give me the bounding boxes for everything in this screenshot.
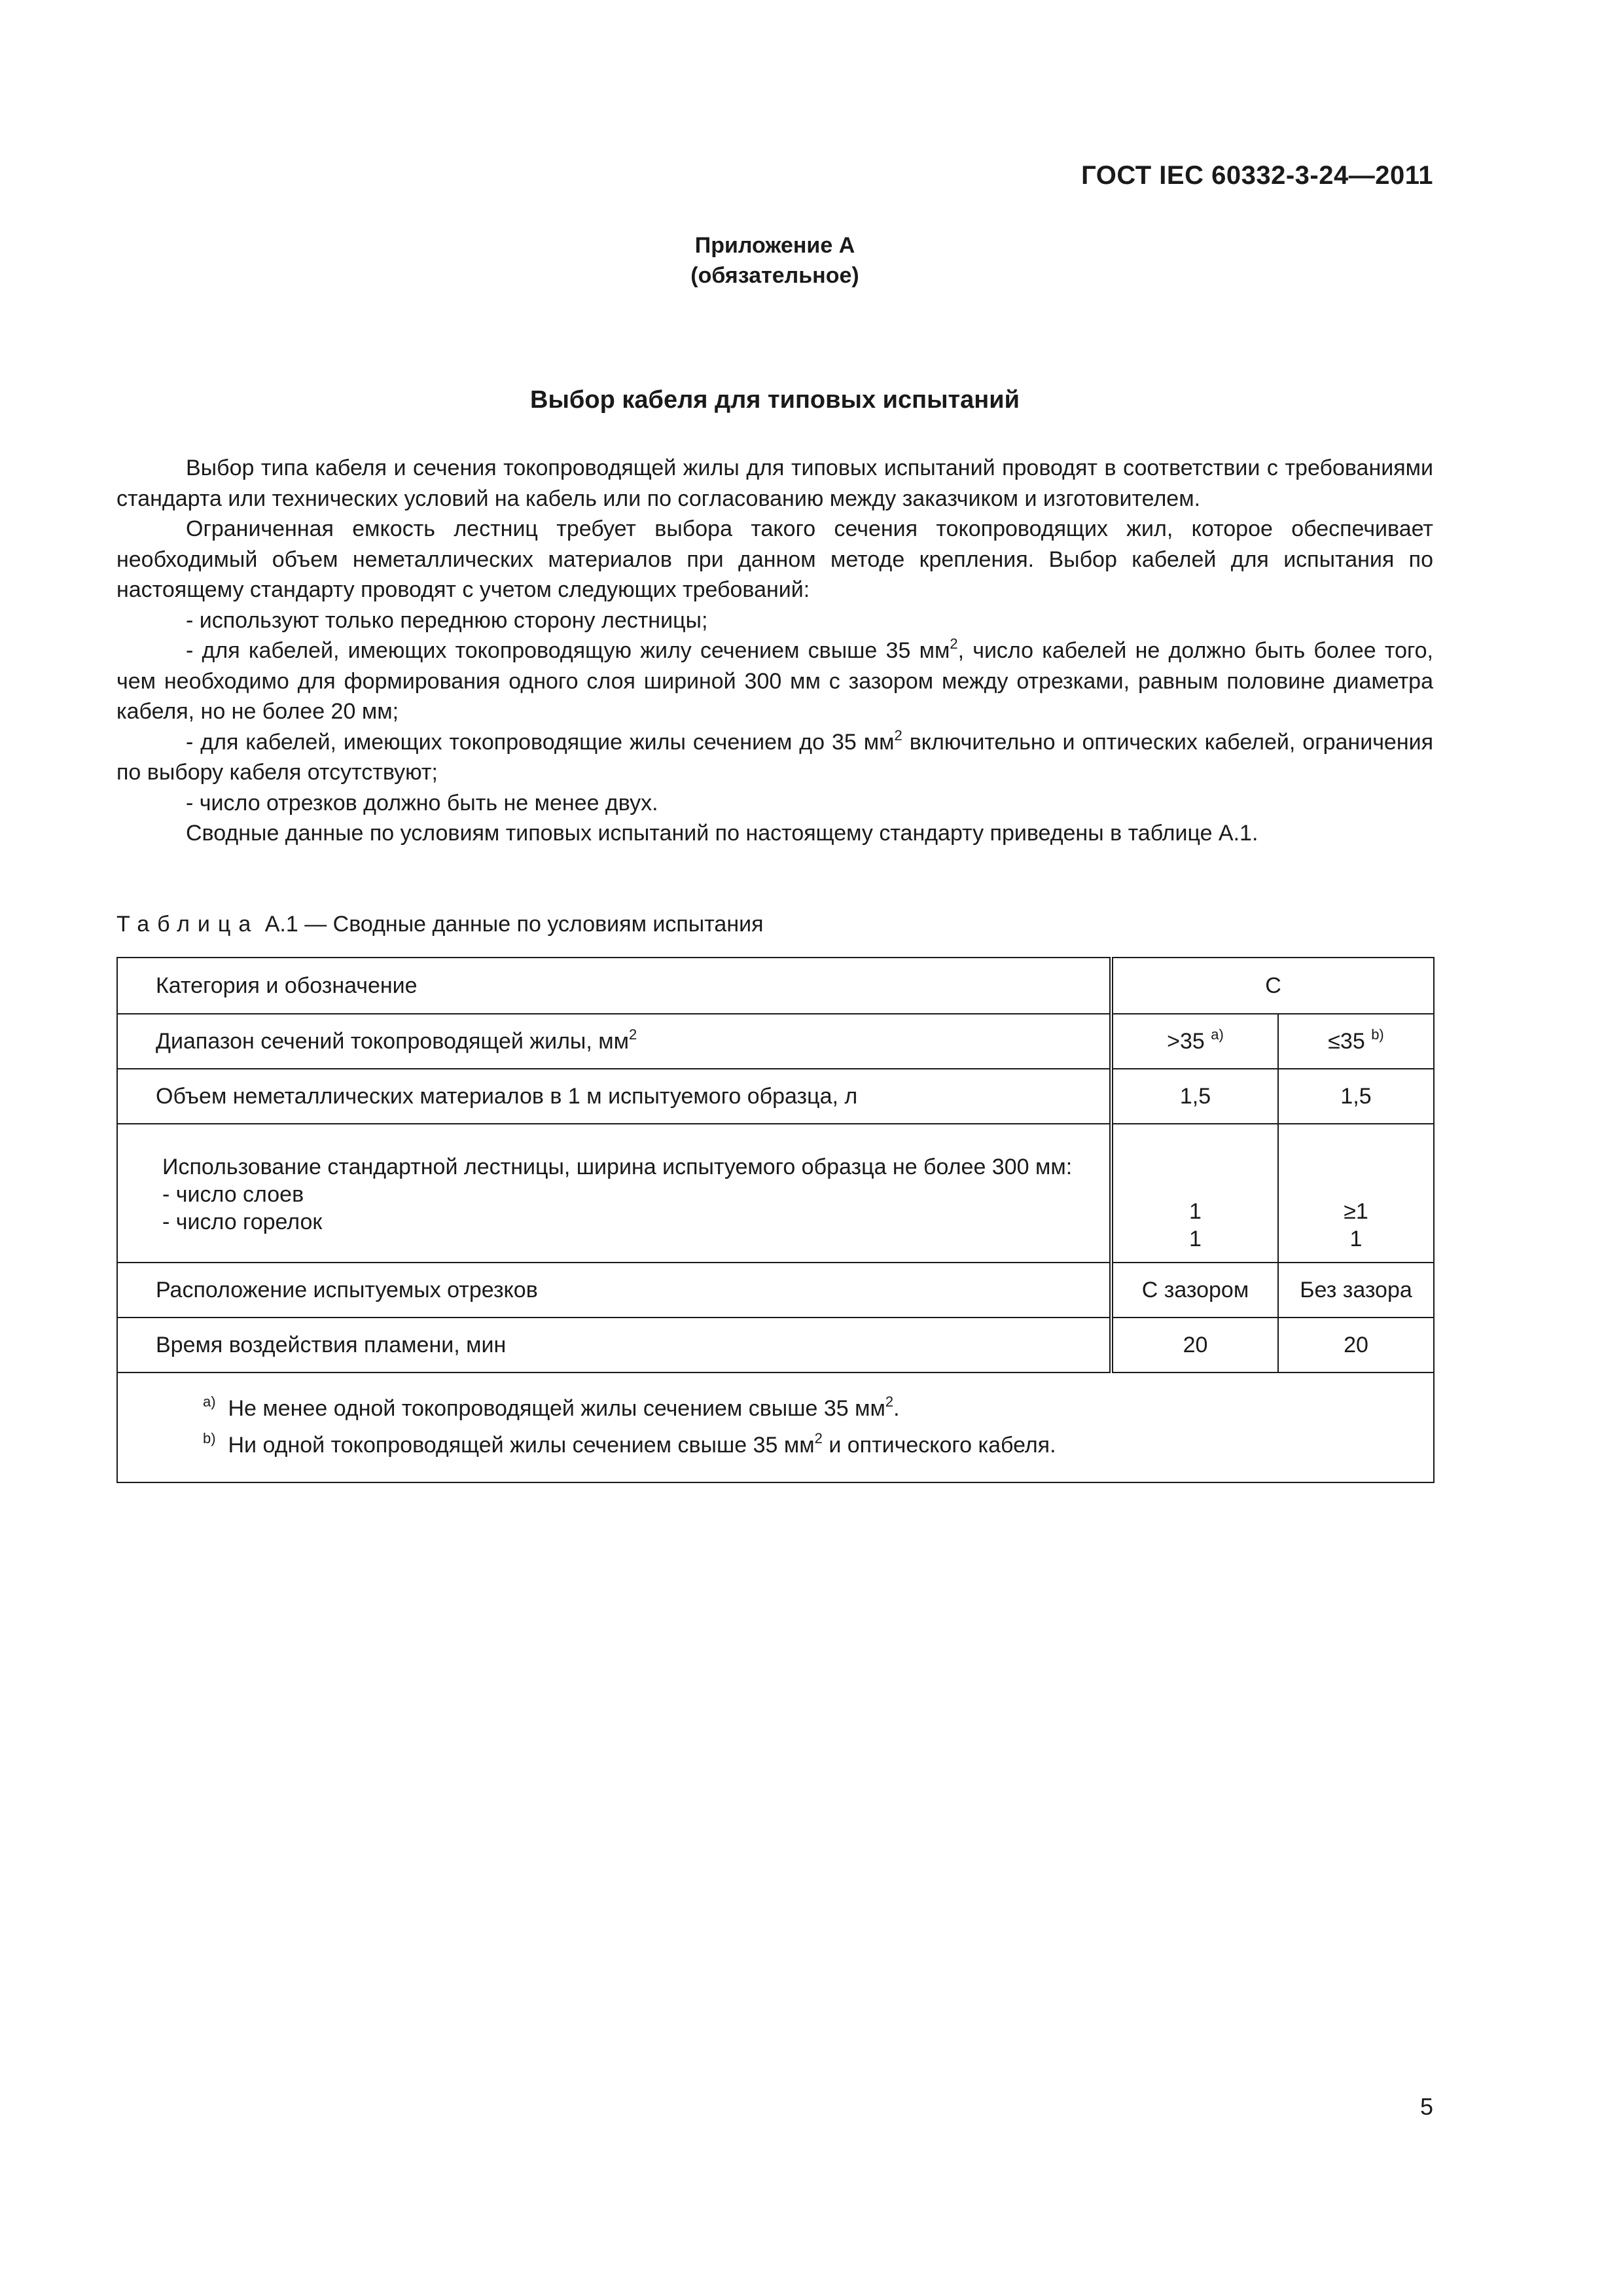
- footnote-a-text: Не менее одной токопроводящей жилы сечением свыше 35 мм: [228, 1396, 885, 1421]
- footnote-ref-b: b): [1371, 1026, 1384, 1043]
- range-col1: [1111, 1014, 1278, 1069]
- superscript: 2: [629, 1026, 637, 1043]
- range-col2: [1278, 1014, 1434, 1069]
- time-col2: 20: [1278, 1318, 1434, 1372]
- arrangement-col1: С зазором: [1111, 1263, 1278, 1318]
- burners-col1: 1: [1189, 1227, 1202, 1251]
- range-label-text: Диапазон сечений токопроводящей жилы, мм: [156, 1028, 629, 1054]
- paragraph-3: Сводные данные по условиям типовых испытаний по настоящему стандарту приведены в таблице А.1.: [186, 821, 1258, 846]
- section-title: Выбор кабеля для типовых испытаний: [530, 386, 1020, 414]
- footnote-a-mark: a): [203, 1393, 216, 1410]
- page-number: 5: [1419, 2093, 1433, 2120]
- volume-col1: 1,5: [1111, 1069, 1278, 1124]
- table-row: [117, 1069, 1434, 1124]
- superscript: 2: [885, 1393, 894, 1410]
- body-text: [116, 453, 1433, 849]
- footnote-b-mark: b): [203, 1430, 216, 1446]
- category-value: С: [1111, 958, 1434, 1014]
- layers-label: - число слоев: [162, 1182, 304, 1207]
- footnote-b-end: и оптического кабеля.: [822, 1433, 1056, 1458]
- time-label: Время воздействия пламени, мин: [117, 1318, 1111, 1372]
- table-row: [117, 958, 1434, 1014]
- volume-label: Объем неметаллических материалов в 1 м испытуемого образца, л: [117, 1069, 1111, 1124]
- arrangement-label: Расположение испытуемых отрезков: [117, 1263, 1111, 1318]
- arrangement-col2: Без зазора: [1278, 1263, 1434, 1318]
- burners-label: - число горелок: [162, 1210, 323, 1234]
- requirement-1: - используют только переднюю сторону лестницы;: [186, 607, 708, 633]
- annex-title: Приложение А: [694, 233, 855, 258]
- table-row: [117, 1318, 1434, 1372]
- footnote-ref-a: a): [1211, 1026, 1224, 1043]
- superscript: 2: [950, 636, 958, 652]
- requirement-3-text: - для кабелей, имеющих токопроводящие жилы сечением до 35 мм: [186, 729, 895, 755]
- standard-code: ГОСТ IEC 60332-3-24—2011: [1081, 161, 1433, 190]
- ladder-col1: [1111, 1124, 1278, 1263]
- ladder-label-text: Использование стандартной лестницы, ширина испытуемого образца не более 300 мм:: [162, 1155, 1073, 1179]
- summary-table: [116, 957, 1435, 1483]
- table-caption-text: А.1 — Сводные данные по условиям испытания: [259, 912, 764, 937]
- table-row: [117, 1372, 1434, 1482]
- footnote-a: [203, 1390, 1433, 1427]
- requirement-3-text-end: включительно и оптических кабелей, ограничения по выбору кабеля отсутствуют;: [116, 729, 1434, 785]
- category-label: Категория и обозначение: [117, 958, 1111, 1014]
- table-row: [117, 1014, 1434, 1069]
- requirement-2-text-end: , число кабелей не должно быть более того, чем необходимо для формирования одного слоя шириной 300 мм с зазором между отрезками, равным половине диаметра кабеля, но не более 20 мм;: [116, 638, 1433, 724]
- footnote-a-end: .: [893, 1396, 900, 1421]
- document-page: [116, 0, 1433, 2296]
- superscript: 2: [814, 1430, 823, 1446]
- range-label: [117, 1014, 1111, 1069]
- table-caption-prefix: Таблица: [116, 912, 259, 937]
- ladder-label: [117, 1124, 1111, 1263]
- table-row: [117, 1263, 1434, 1318]
- annex-heading: [116, 230, 1433, 291]
- range-col2-value: ≤35: [1328, 1028, 1365, 1054]
- requirement-2: [116, 636, 1433, 727]
- footnote-b-text: Ни одной токопроводящей жилы сечением свыше 35 мм: [228, 1433, 815, 1458]
- burners-col2: 1: [1349, 1227, 1363, 1251]
- superscript: 2: [894, 726, 902, 744]
- range-col1-value: >35: [1167, 1028, 1205, 1054]
- table-row: [117, 1124, 1434, 1263]
- annex-status: (обязательное): [690, 263, 859, 288]
- requirement-3: [116, 727, 1433, 788]
- layers-col1: 1: [1189, 1199, 1202, 1224]
- ladder-col2: [1278, 1124, 1434, 1263]
- paragraph-2: Ограниченная емкость лестниц требует выбора такого сечения токопроводящих жил, которое обеспечивает необходимый объем неметаллических материалов при данном методе крепления. Выбор кабелей для испытания по настоящему стандарту проводят с учетом следующих требований:: [116, 516, 1433, 602]
- table-footnotes: [117, 1372, 1434, 1482]
- paragraph-1: Выбор типа кабеля и сечения токопроводящей жилы для типовых испытаний проводят в соответствии с требованиями стандарта или технических условий на кабель или по согласованию между заказчиком и изготовителем.: [116, 456, 1433, 511]
- requirement-4: - число отрезков должно быть не менее двух.: [186, 790, 658, 816]
- volume-col2: 1,5: [1278, 1069, 1434, 1124]
- requirement-2-text: - для кабелей, имеющих токопроводящую жилу сечением свыше 35 мм: [186, 638, 950, 663]
- footnote-b: [203, 1427, 1433, 1463]
- table-caption: [116, 912, 764, 937]
- time-col1: 20: [1111, 1318, 1278, 1372]
- layers-col2: ≥1: [1344, 1199, 1368, 1224]
